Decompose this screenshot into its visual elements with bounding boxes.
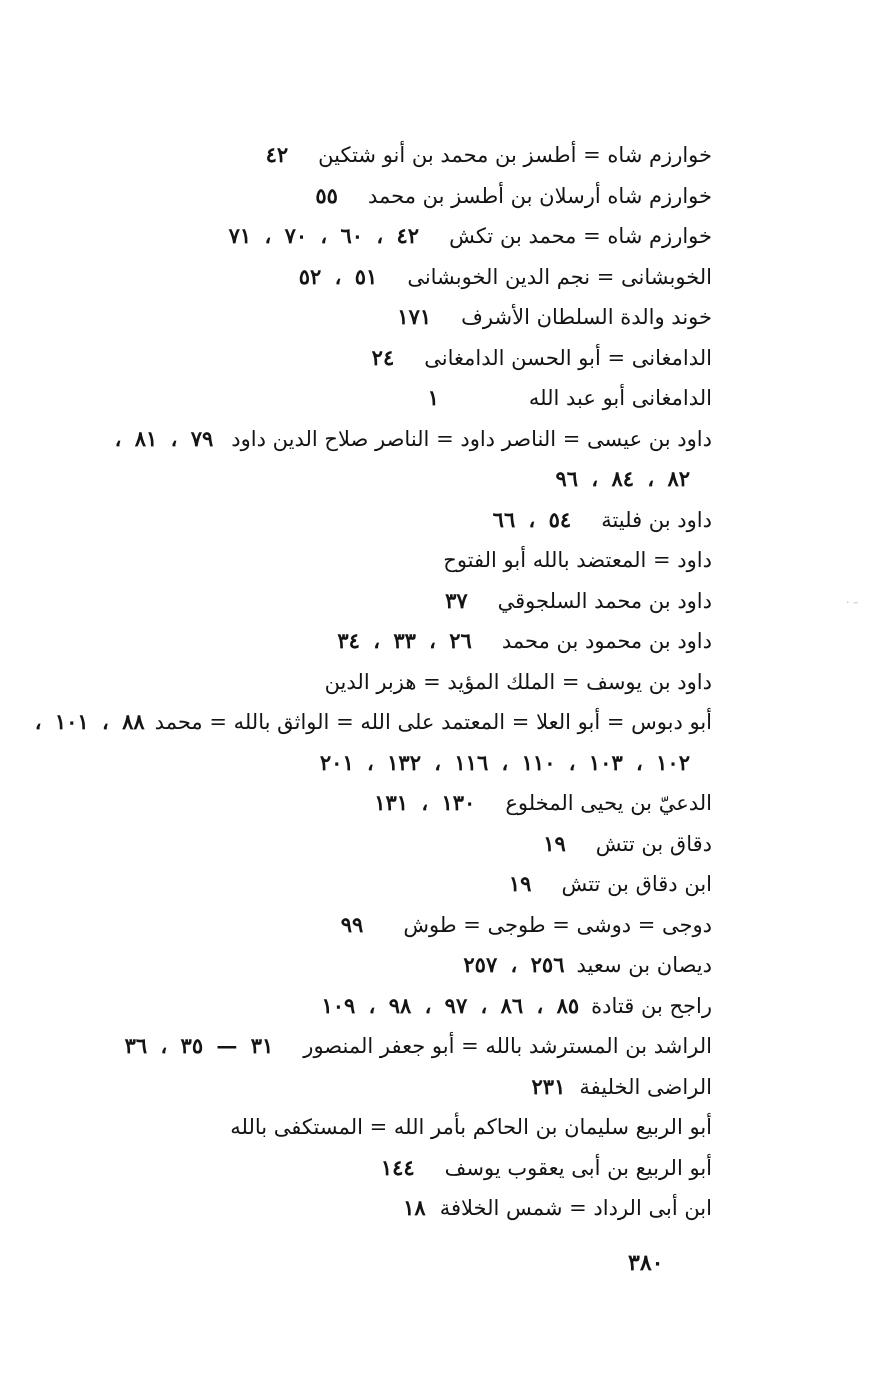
margin-mark: · – (846, 596, 859, 609)
entry-pages: ٢٤ (371, 344, 395, 370)
entry-name: ابن دقاق بن تتش (561, 872, 712, 896)
entry-pages: ١٩ (543, 830, 566, 856)
entry-pages: ٥٥ (315, 182, 338, 208)
index-entry (40, 216, 712, 257)
entry-name: داود بن محمود بن محمد (501, 629, 712, 653)
entry-pages: ١٤٤ (380, 1154, 415, 1180)
entry-name: الدامغانى = أبو الحسن الدامغانى (424, 345, 712, 370)
entry-pages: ٢٥٦ ، ٢٥٧ (463, 952, 565, 977)
entry-pages: ٣٧ (445, 587, 468, 613)
entry-pages: ١٠٢ ، ١٠٣ ، ١١٠ ، ١١٦ ، ١٣٢ ، ٢٠١ (319, 749, 690, 775)
entry-pages: ٤٢ (265, 142, 289, 167)
entry-name: خوارزم شاه أرسلان بن أطسز بن محمد (367, 183, 712, 208)
entry-name: داود بن عيسى = الناصر داود = الناصر صلاح الدين داود (231, 426, 712, 451)
entry-name: خوند والدة السلطان الأشرف (461, 305, 712, 329)
entry-name: الدعيّ بن يحيى المخلوع (505, 791, 712, 815)
index-entry (40, 297, 712, 338)
index-entry (40, 540, 712, 581)
index-entry (40, 905, 712, 946)
entry-pages: ٨٨ ، ١٠١ ، (34, 709, 145, 734)
index-entry (40, 581, 712, 622)
index-entry (40, 824, 712, 865)
entry-name: داود بن يوسف = الملك المؤيد = هزبر الدين (324, 669, 712, 694)
entry-pages: ٥٤ ، ٦٦ (492, 506, 572, 532)
entry-name: الدامغانى أبو عبد الله (528, 386, 712, 410)
entry-name: أبو دبوس = أبو العلا = المعتمد على الله = الواثق بالله = محمد (154, 710, 712, 734)
entry-name: راجح بن قتادة (591, 993, 712, 1018)
entry-pages: ٢٣١ (531, 1073, 566, 1099)
index-entry (40, 864, 712, 905)
entry-pages: ٣١ — ٣٥ ، ٣٦ (124, 1033, 274, 1058)
page-number: ٣٨٠ (628, 1250, 664, 1276)
index-entry (40, 338, 712, 379)
entry-name: أبو الربيع سليمان بن الحاكم بأمر الله = المستكفى بالله (230, 1115, 712, 1139)
entry-name: الراشد بن المسترشد بالله = أبو جعفر المنصور (303, 1034, 712, 1058)
entry-name: داود بن محمد السلجوقي (497, 588, 712, 613)
entry-name: دوجى = دوشى = طوجى = طوش (403, 912, 712, 937)
index-entry (40, 1067, 712, 1108)
index-entry (40, 500, 712, 541)
entry-name: ابن أبى الرداد = شمس الخلافة (439, 1196, 712, 1220)
index-entry-continuation (40, 743, 712, 784)
entry-name: داود = المعتضد بالله أبو الفتوح (443, 548, 712, 572)
index-entry (40, 176, 712, 217)
entry-name: خوارزم شاه = أطسز بن محمد بن أنو شتكين (318, 143, 712, 167)
entry-name: أبو الربيع بن أبى يعقوب يوسف (444, 1155, 712, 1180)
index-entry (34, 702, 712, 743)
index-entry (40, 1188, 712, 1229)
index-entry (40, 1107, 712, 1148)
entry-name: الخوبشانى = نجم الدين الخوبشانى (407, 264, 712, 289)
entry-pages: ١٨ (403, 1195, 426, 1220)
index-entry (40, 1148, 712, 1189)
entry-pages: ٢٦ ، ٣٣ ، ٣٤ (337, 628, 472, 653)
entry-pages: ١ (427, 385, 439, 410)
entry-name: الراضى الخليفة (579, 1074, 712, 1099)
entry-pages: ٨٥ ، ٨٦ ، ٩٧ ، ٩٨ ، ١٠٩ (321, 992, 580, 1018)
entry-pages: ١٩ (508, 871, 532, 896)
entry-pages: ٩٩ (340, 911, 364, 937)
entry-pages: ٨٢ ، ٨٤ ، ٩٦ (555, 466, 690, 491)
index-entry (40, 378, 712, 419)
index-entry (40, 135, 712, 176)
index-entry (40, 257, 712, 298)
entry-name: داود بن فليتة (601, 507, 712, 532)
index-entry (40, 621, 712, 662)
index-entry-continuation (40, 459, 712, 500)
entry-pages: ٤٢ ، ٦٠ ، ٧٠ ، ٧١ (228, 223, 420, 248)
index-entry (40, 783, 712, 824)
entry-name: دقاق بن تتش (595, 831, 712, 856)
index-entry (40, 419, 712, 460)
index-entries (34, 135, 712, 1229)
index-entry (40, 986, 712, 1027)
entry-name: خوارزم شاه = محمد بن تكش (449, 224, 712, 248)
index-entry (40, 662, 712, 703)
entry-pages: ١٣٠ ، ١٣١ (374, 790, 476, 815)
entry-pages: ٥١ ، ٥٢ (298, 263, 378, 289)
index-entry (40, 1026, 712, 1067)
entry-pages: ١٧١ (397, 304, 432, 329)
entry-pages: ٧٩ ، ٨١ ، (114, 425, 214, 451)
index-entry (40, 945, 712, 986)
entry-name: ديصان بن سعيد (576, 953, 712, 977)
